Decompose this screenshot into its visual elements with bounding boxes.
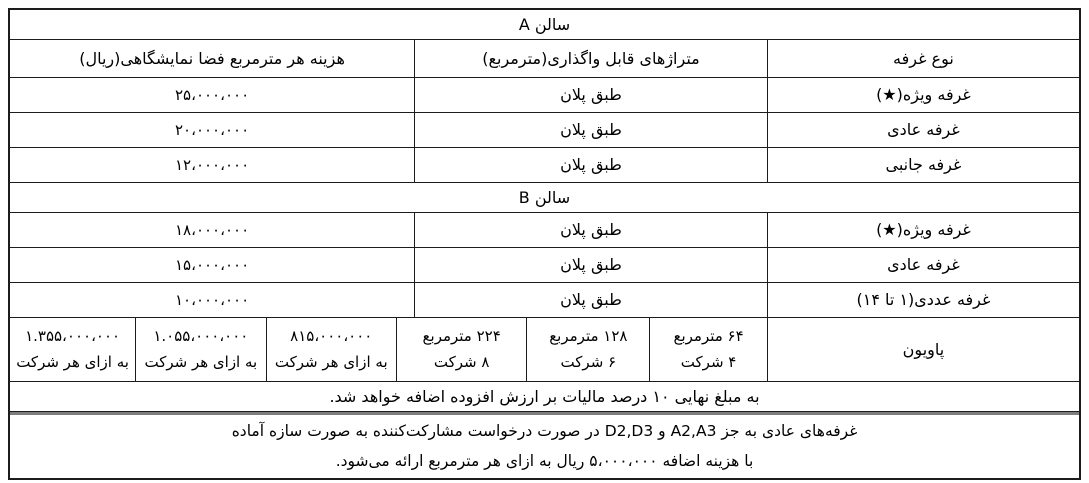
area-cell: طبق پلان — [414, 283, 767, 317]
pavilion-label: پاویون — [767, 318, 1079, 381]
booth-type-cell: غرفه جانبی — [767, 148, 1079, 182]
pavilion-companies-value: ۴ شرکت — [680, 352, 737, 371]
cost-cell: ۲۰،۰۰۰،۰۰۰ — [174, 120, 250, 139]
header-booth-type: نوع غرفه — [767, 40, 1079, 77]
pavilion-224sqm-cell — [396, 318, 526, 381]
hall-a-title-row — [10, 10, 1079, 40]
booth-pricing-table — [8, 8, 1081, 480]
hall-b-title-row — [10, 183, 1079, 213]
pavilion-price-value: ۱.۳۵۵،۰۰۰،۰۰۰ — [25, 327, 121, 345]
area-cell: طبق پلان — [414, 78, 767, 112]
pavilion-companies-value: ۶ شرکت — [560, 352, 617, 371]
area-cell: طبق پلان — [414, 248, 767, 282]
cost-cell: ۱۵،۰۰۰،۰۰۰ — [174, 255, 250, 274]
hall-a-normal-booth-row — [10, 113, 1079, 148]
pavilion-area-value: ۲۲۴ مترمربع — [422, 327, 501, 345]
pavilion-row — [10, 318, 1079, 382]
pavilion-area-value: ۶۴ مترمربع — [673, 327, 744, 345]
cost-cell: ۱۲،۰۰۰،۰۰۰ — [174, 155, 250, 174]
hall-b-special-booth-row — [10, 213, 1079, 248]
cost-cell: ۱۰،۰۰۰،۰۰۰ — [174, 290, 250, 309]
vat-note-row — [10, 382, 1079, 412]
pavilion-price-1355m-cell — [10, 318, 135, 381]
pavilion-price-value: ۸۱۵،۰۰۰،۰۰۰ — [290, 327, 373, 345]
pavilion-price-caption: به ازای هر شرکت — [144, 352, 258, 371]
pavilion-64sqm-cell — [649, 318, 767, 381]
hall-b-normal-booth-row — [10, 248, 1079, 283]
hall-a-side-booth-row — [10, 148, 1079, 183]
pavilion-128sqm-cell — [526, 318, 649, 381]
footer-note-line-2: با هزینه اضافه ۵،۰۰۰،۰۰۰ ریال به ازای هر مترمربع ارائه می‌شود. — [335, 451, 754, 470]
booth-type-cell: غرفه عادی — [767, 248, 1079, 282]
pavilion-price-caption: به ازای هر شرکت — [274, 352, 388, 371]
area-cell: طبق پلان — [414, 213, 767, 247]
pavilion-price-1055m-cell — [135, 318, 265, 381]
hall-a-title: سالن A — [518, 14, 571, 34]
hall-b-numbered-booth-row — [10, 283, 1079, 318]
pavilion-area-value: ۱۲۸ مترمربع — [549, 327, 628, 345]
footer-note-line-1: غرفه‌های عادی به جز ‎A2,A3‎ و ‎D2,D3‎ در صورت درخواست مشارکت‌کننده به صورت سازه آماده — [231, 422, 858, 441]
booth-type-cell: غرفه ویژه(★) — [767, 78, 1079, 112]
booth-type-cell: غرفه ویژه(★) — [767, 213, 1079, 247]
cost-cell: ۲۵،۰۰۰،۰۰۰ — [174, 85, 250, 104]
booth-type-cell: غرفه عددی(۱ تا ۱۴) — [767, 283, 1079, 317]
cost-cell: ۱۸،۰۰۰،۰۰۰ — [174, 220, 250, 239]
pavilion-price-value: ۱.۰۵۵،۰۰۰،۰۰۰ — [153, 327, 249, 345]
area-cell: طبق پلان — [414, 148, 767, 182]
booth-type-cell: غرفه عادی — [767, 113, 1079, 147]
pavilion-price-815m-cell — [266, 318, 396, 381]
footer-notes — [10, 415, 1079, 478]
header-cost-per-sqm: هزینه هر مترمربع فضا نمایشگاهی(ریال) — [79, 48, 345, 68]
pavilion-price-caption: به ازای هر شرکت — [16, 352, 129, 371]
hall-a-special-booth-row — [10, 78, 1079, 113]
header-transferable-area: متراژهای قابل واگذاری(مترمربع) — [414, 40, 767, 77]
area-cell: طبق پلان — [414, 113, 767, 147]
vat-note: به مبلغ نهایی ۱۰ درصد مالیات بر ارزش افزوده اضافه خواهد شد. — [329, 386, 760, 406]
hall-b-title: سالن B — [518, 187, 571, 207]
pavilion-companies-value: ۸ شرکت — [433, 352, 490, 371]
footer-notes-row — [10, 412, 1079, 478]
column-header-row — [10, 40, 1079, 78]
